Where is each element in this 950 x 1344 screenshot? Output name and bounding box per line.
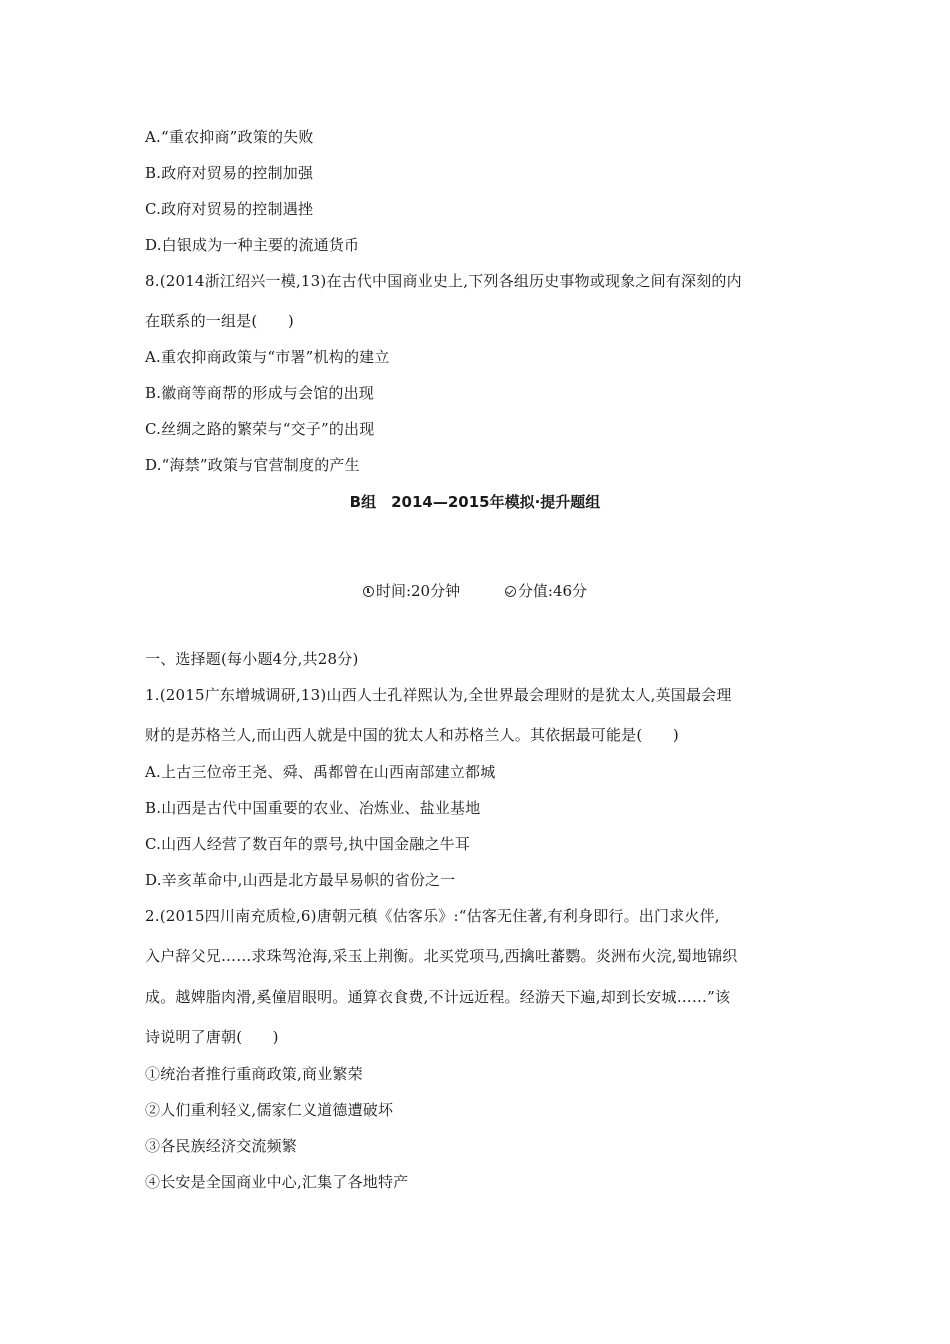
q1-option-d: D.辛亥革命中,山西是北方最早易帜的省份之一 <box>145 871 456 889</box>
check-circle-icon <box>505 586 516 597</box>
time-text: 时间:20分钟 <box>375 582 461 600</box>
option-c-line: C.政府对贸易的控制遇挫 <box>145 200 314 218</box>
question-1-line-2: 财的是苏格兰人,而山西人就是中国的犹太人和苏格兰人。其依据最可能是( ) <box>145 726 679 744</box>
score-text: 分值:46分 <box>517 582 588 600</box>
question-2-line-4: 诗说明了唐朝( ) <box>145 1028 279 1046</box>
question-2-line-3: 成。越婢脂肉滑,奚僮眉眼明。通算衣食费,不计远近程。经游天下遍,却到长安城……”该 <box>145 988 731 1006</box>
option-d-line: D.白银成为一种主要的流通货币 <box>145 236 360 254</box>
q2-statement-3: ③各民族经济交流频繁 <box>145 1137 298 1155</box>
question-8-line-2: 在联系的一组是( ) <box>145 312 294 330</box>
q8-option-a: A.重农抑商政策与“市署”机构的建立 <box>145 348 390 366</box>
time-limit <box>363 581 460 601</box>
question-2-line-1: 2.(2015四川南充质检,6)唐朝元稹《估客乐》:“估客无住著,有利身即行。出门求火伴, <box>145 907 720 925</box>
q1-option-a: A.上古三位帝王尧、舜、禹都曾在山西南部建立都城 <box>145 763 496 781</box>
time-score-bar <box>0 581 950 601</box>
q1-option-c: C.山西人经营了数百年的票号,执中国金融之牛耳 <box>145 835 471 853</box>
section-heading: B组 2014—2015年模拟·提升题组 <box>349 493 601 511</box>
option-b-line: B.政府对贸易的控制加强 <box>145 164 314 182</box>
q2-statement-1: ①统治者推行重商政策,商业繁荣 <box>145 1065 363 1083</box>
q1-option-b: B.山西是古代中国重要的农业、冶炼业、盐业基地 <box>145 799 481 817</box>
q2-statement-4: ④长安是全国商业中心,汇集了各地特产 <box>145 1173 409 1191</box>
part-one-title: 一、选择题(每小题4分,共28分) <box>145 650 359 668</box>
question-1-line-1: 1.(2015广东增城调研,13)山西人士孔祥熙认为,全世界最会理财的是犹太人,英国最会理 <box>145 686 732 704</box>
clock-icon <box>363 586 374 597</box>
question-8-line-1: 8.(2014浙江绍兴一模,13)在古代中国商业史上,下列各组历史事物或现象之间有深刻的内 <box>145 272 742 290</box>
q8-option-b: B.徽商等商帮的形成与会馆的出现 <box>145 384 374 402</box>
q8-option-d: D.“海禁”政策与官营制度的产生 <box>145 456 360 474</box>
q8-option-c: C.丝绸之路的繁荣与“交子”的出现 <box>145 420 375 438</box>
question-2-line-2: 入户辞父兄……求珠驾沧海,采玉上荆衡。北买党项马,西擒吐蕃鹦。炎洲布火浣,蜀地锦织 <box>145 947 738 965</box>
score-total <box>505 581 587 601</box>
option-a-line: A.“重农抑商”政策的失败 <box>145 128 314 146</box>
q2-statement-2: ②人们重利轻义,儒家仁义道德遭破坏 <box>145 1101 394 1119</box>
